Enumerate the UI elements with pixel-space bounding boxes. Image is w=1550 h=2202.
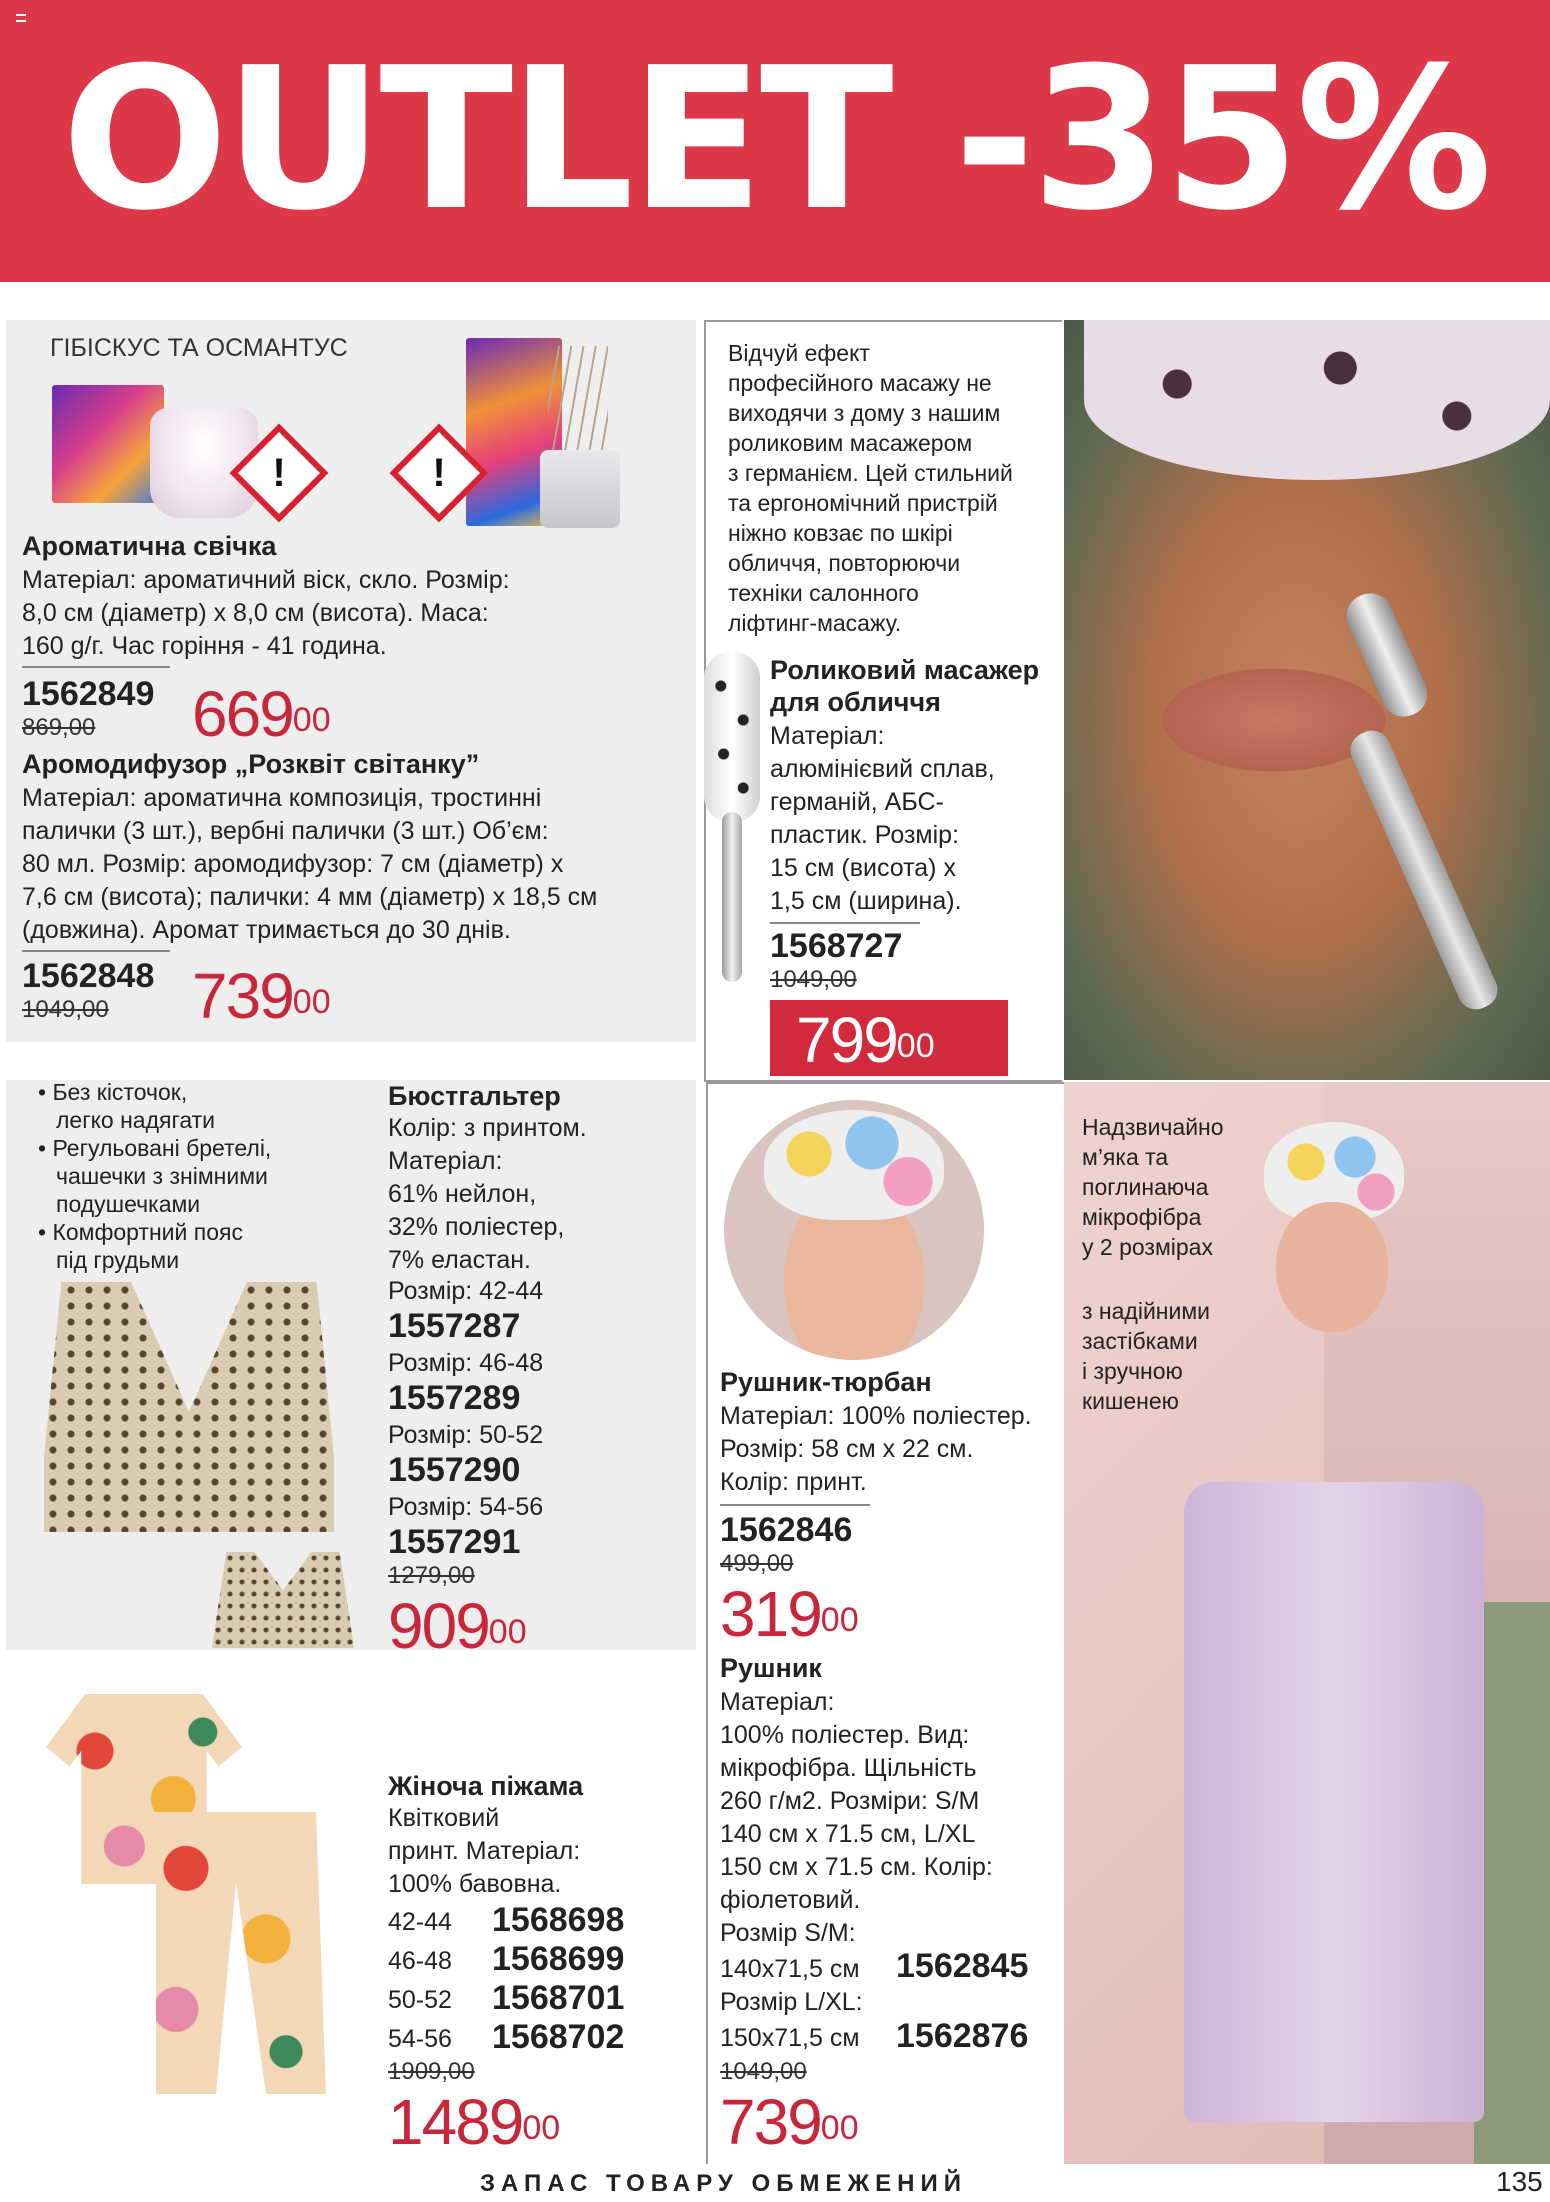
massager-desc-6: 1,5 см (ширина).: [770, 887, 962, 915]
diffuser-sticks-image: [548, 346, 608, 456]
turban-code: 1562846: [720, 1511, 853, 1549]
massager-desc-1: Матеріал:: [770, 722, 885, 750]
bra-feature-1: • Без кісточок,: [38, 1079, 188, 1105]
massager-promo-8: обличчя, повторюючи: [728, 550, 961, 576]
candle-code: 1562849: [22, 675, 155, 713]
hazard-icon: !: [390, 424, 489, 523]
towel-desc-7: фіолетовий.: [720, 1886, 861, 1914]
bra-old-price: 1279,00: [388, 1562, 475, 1589]
pajama-code: 1568701: [492, 1979, 625, 2017]
towel-callout-6: з надійними: [1082, 1298, 1211, 1324]
pajama-price: 1489$^{00}$: [388, 2086, 561, 2158]
pajama-desc-2: принт. Матеріал:: [388, 1837, 581, 1865]
hazard-icon: !: [230, 424, 329, 523]
towel-callout-3: поглинаюча: [1082, 1174, 1209, 1200]
massager-promo-7: ніжно ковзає по шкірі: [728, 520, 953, 546]
massager-promo-3: виходячи з дому з нашим: [728, 400, 1001, 426]
towel-size-lxl-dim: 150х71,5 см: [720, 2024, 860, 2052]
divider: [22, 666, 170, 668]
massager-price: $799^{00}$: [796, 1004, 935, 1076]
massager-name-2: для обличчя: [770, 687, 941, 717]
bra-feature-6: • Комфортний пояс: [38, 1219, 243, 1245]
towel-name: Рушник: [720, 1653, 822, 1683]
bra-desc-2: Матеріал:: [388, 1147, 503, 1175]
menu-icon: [16, 14, 26, 22]
massager-desc-2: алюмінієвий сплав,: [770, 755, 995, 783]
bra-desc-3: 61% нейлон,: [388, 1180, 537, 1208]
towel-desc-5: 140 см х 71.5 см, L/XL: [720, 1820, 976, 1848]
towel-callout-8: і зручною: [1082, 1358, 1183, 1384]
towel-desc-4: 260 г/м2. Розміри: S/M: [720, 1787, 980, 1815]
diffuser-name: Аромодифузор „Розквіт світанку”: [22, 749, 480, 779]
pajama-code: 1568698: [492, 1901, 625, 1939]
massager-code: 1568727: [770, 927, 903, 965]
candle-old-price: 869,00: [22, 714, 96, 741]
diffuser-desc-4: 7,6 см (висота); палички: 4 мм (діаметр) х 18,5 см: [22, 883, 598, 911]
scent-label: ГІБІСКУС ТА ОСМАНТУС: [50, 334, 348, 362]
banner-title: OUTLET -35%: [61, 26, 1489, 254]
bra-size-label: Розмір: 54-56: [388, 1493, 544, 1521]
massager-promo-2: професійного масажу не: [728, 370, 992, 396]
candle-desc-2: 8,0 см (діаметр) х 8,0 см (висота). Маса:: [22, 599, 489, 627]
diffuser-code: 1562848: [22, 957, 155, 995]
divider: [720, 1504, 870, 1506]
bra-feature-4: чашечки з знімними: [56, 1163, 268, 1189]
bra-desc-4: 32% поліестер,: [388, 1213, 565, 1241]
divider: [770, 922, 920, 924]
massager-promo-9: техніки салонного: [728, 580, 919, 606]
turban-desc-2: Розмір: 58 см х 22 см.: [720, 1435, 974, 1463]
bra-size-label: Розмір: 42-44: [388, 1277, 544, 1305]
pajama-code: 1568702: [492, 2018, 625, 2056]
massager-promo-10: ліфтинг-масажу.: [728, 610, 902, 636]
diffuser-price: $739^{00}$: [192, 960, 331, 1032]
massager-promo-1: Відчуй ефект: [728, 340, 870, 366]
roller-massager-image: [704, 652, 760, 982]
divider: [22, 950, 170, 952]
diffuser-desc-3: 80 мл. Розмір: аромодифузор: 7 см (діаметр) х: [22, 850, 564, 878]
turban-desc-3: Колір: принт.: [720, 1468, 867, 1496]
candle-name: Ароматична свічка: [22, 531, 277, 561]
pajama-size: 54-56: [388, 2025, 452, 2053]
outlet-banner: [0, 0, 1550, 282]
bra-feature-2: легко надягати: [56, 1107, 216, 1133]
towel-size-lxl-label: Розмір L/XL:: [720, 1988, 863, 2016]
massager-promo-5: з германієм. Цей стильний: [728, 460, 1013, 486]
bra-size-label: Розмір: 50-52: [388, 1421, 544, 1449]
massager-desc-5: 15 см (висота) х: [770, 854, 956, 882]
pajama-size: 42-44: [388, 1908, 452, 1936]
turban-old-price: 499,00: [720, 1550, 794, 1577]
candle-price: $669^{00}$: [192, 678, 331, 750]
candle-box-image: [52, 385, 164, 503]
towel-desc-2: 100% поліестер. Вид:: [720, 1721, 970, 1749]
towel-price: $739^{00}$: [720, 2086, 859, 2158]
towel-size-sm-dim: 140х71,5 см: [720, 1955, 860, 1983]
pajama-image: [46, 1694, 336, 2094]
page-number: 135: [1496, 2166, 1543, 2197]
towel-size-lxl-code: 1562876: [896, 2017, 1029, 2055]
diffuser-desc-5: (довжина). Аромат тримається до 30 днів.: [22, 916, 511, 944]
bra-size-code: 1557287: [388, 1307, 521, 1345]
bra-size-code: 1557290: [388, 1451, 521, 1489]
massager-promo-4: роликовим масажером: [728, 430, 973, 456]
bra-size-code: 1557291: [388, 1523, 521, 1561]
pajama-code: 1568699: [492, 1940, 625, 1978]
massager-desc-3: германій, АБС-: [770, 788, 944, 816]
bra-desc-5: 7% еластан.: [388, 1246, 531, 1274]
towel-old-price: 1049,00: [720, 2058, 807, 2085]
bra-feature-3: • Регульовані бретелі,: [38, 1135, 272, 1161]
diffuser-bottle-image: [540, 450, 620, 528]
bra-size-code: 1557289: [388, 1379, 521, 1417]
candle-desc-1: Матеріал: ароматичний віск, скло. Розмір:: [22, 566, 510, 594]
diffuser-desc-1: Матеріал: ароматична композиція, тростинні: [22, 784, 542, 812]
towel-desc-3: мікрофібра. Щільність: [720, 1754, 977, 1782]
bra-feature-5: подушечками: [56, 1191, 201, 1217]
turban-desc-1: Матеріал: 100% поліестер.: [720, 1402, 1032, 1430]
turban-price: $319^{00}$: [720, 1578, 859, 1650]
towel-desc-1: Матеріал:: [720, 1688, 835, 1716]
pajama-size: 50-52: [388, 1986, 452, 2014]
diffuser-old-price: 1049,00: [22, 996, 109, 1023]
towel-callout-4: мікрофібра: [1082, 1204, 1202, 1230]
pajama-old-price: 1909,00: [388, 2058, 475, 2085]
bra-desc-1: Колір: з принтом.: [388, 1114, 587, 1142]
candle-desc-3: 160 g/г. Час горіння - 41 година.: [22, 632, 387, 660]
towel-callout-5: у 2 розмірах: [1082, 1234, 1213, 1260]
towel-callout-2: м’яка та: [1082, 1144, 1169, 1170]
massager-name-1: Роликовий масажер: [770, 655, 1040, 685]
bra-price: $909^{00}$: [388, 1590, 527, 1662]
pajama-desc-1: Квітковий: [388, 1804, 500, 1832]
massager-desc-4: пластик. Розмір:: [770, 821, 960, 849]
turban-name: Рушник-тюрбан: [720, 1367, 932, 1397]
bra-image: [44, 1282, 334, 1532]
towel-desc-6: 150 см х 71.5 см. Колір:: [720, 1853, 993, 1881]
pajama-name: Жіноча піжама: [388, 1771, 584, 1801]
towel-callout-7: застібками: [1082, 1328, 1198, 1354]
towel-callout-9: кишенею: [1082, 1388, 1179, 1414]
bra-size-label: Розмір: 46-48: [388, 1349, 544, 1377]
massager-old-price: 1049,00: [770, 966, 857, 993]
massager-promo-6: та ергономічний пристрій: [728, 490, 998, 516]
pajama-size: 46-48: [388, 1947, 452, 1975]
freckled-woman-photo: [1064, 320, 1550, 1080]
turban-woman-photo: [724, 1100, 984, 1360]
pajama-desc-3: 100% бавовна.: [388, 1870, 562, 1898]
towel-size-sm-label: Розмір S/M:: [720, 1919, 856, 1947]
diffuser-desc-2: палички (3 шт.), вербні палички (3 шт.) Об’єм:: [22, 817, 549, 845]
stock-notice: ЗАПАС ТОВАРУ ОБМЕЖЕНИЙ: [480, 2170, 967, 2197]
bra-name: Бюстгальтер: [388, 1081, 561, 1111]
towel-size-sm-code: 1562845: [896, 1947, 1029, 1985]
towel-callout-1: Надзвичайно: [1082, 1114, 1224, 1140]
bra-feature-7: під грудьми: [56, 1247, 180, 1273]
